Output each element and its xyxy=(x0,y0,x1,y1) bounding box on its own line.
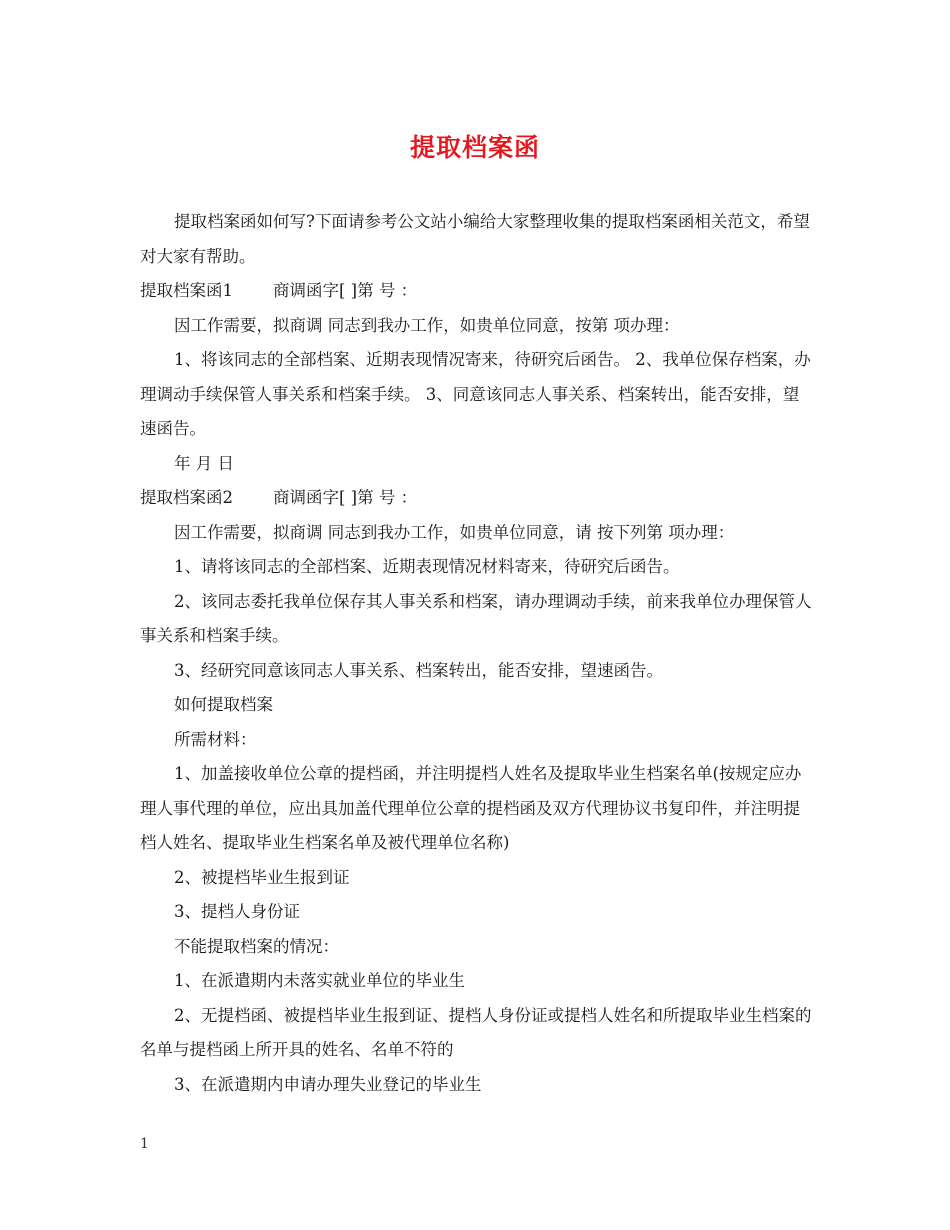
cannot-item-3: 3、在派遣期内申请办理失业登记的毕业生 xyxy=(174,1074,482,1094)
letter2-heading xyxy=(140,481,812,516)
intro-paragraph: 提取档案函如何写?下面请参考公文站小编给大家整理收集的提取档案函相关范文，希望对大家有帮助。 xyxy=(140,212,810,266)
letter1-heading xyxy=(140,274,812,309)
letter2-item-3: 3、经研究同意该同志人事关系、档案转出，能否安排，望速函告。 xyxy=(174,660,663,680)
document-title: 提取档案函 xyxy=(409,133,540,162)
material-item-1: 1、加盖接收单位公章的提档函，并注明提档人姓名及提取毕业生档案名单(按规定应办理人事代理的单位，应出具加盖代理单位公章的提档函及双方代理协议书复印件，并注明提档人姓名、提取毕业生档案名单及被代理单位名称) xyxy=(140,764,802,852)
cannot-item-2: 2、无提档函、被提档毕业生报到证、提档人身份证或提档人姓名和所提取毕业生档案的名单与提档函上所开具的姓名、名单不符的 xyxy=(140,1005,812,1059)
letter2-heading-ref: 商调函字[ ]第 号 ： xyxy=(273,488,418,507)
letter1-items: 1、将该同志的全部档案、近期表现情况寄来，待研究后函告。 2、我单位保存档案，办理调动手续保管人事关系和档案手续。 3、同意该同志人事关系、档案转出，能否安排，望速函告。 xyxy=(140,350,811,438)
material-item-2: 2、被提档毕业生报到证 xyxy=(174,867,350,887)
materials-heading: 所需材料： xyxy=(174,729,257,749)
letter2-paragraph: 因工作需要，拟商调 同志到我办工作，如贵单位同意，请 按下列第 项办理： xyxy=(174,522,735,542)
letter2-item-2: 2、该同志委托我单位保存其人事关系和档案，请办理调动手续，前来我单位办理保管人事关系和档案手续。 xyxy=(140,591,812,645)
document-body xyxy=(140,205,812,1102)
letter1-paragraph: 因工作需要，拟商调 同志到我办工作，如贵单位同意，按第 项办理： xyxy=(174,315,680,335)
cannot-heading: 不能提取档案的情况： xyxy=(174,936,339,956)
letter2-heading-name: 提取档案函2 xyxy=(140,488,233,507)
material-item-3: 3、提档人身份证 xyxy=(174,902,300,921)
letter2-item-1: 1、请将该同志的全部档案、近期表现情况材料寄来，待研究后函告。 xyxy=(174,557,680,576)
letter1-heading-name: 提取档案函1 xyxy=(140,281,233,300)
page-number: 1 xyxy=(140,1136,149,1152)
cannot-item-1: 1、在派遣期内未落实就业单位的毕业生 xyxy=(174,971,465,990)
howto-heading: 如何提取档案 xyxy=(174,695,273,714)
letter1-heading-ref: 商调函字[ ]第 号 ： xyxy=(273,281,418,300)
letter1-date: 年 月 日 xyxy=(174,453,234,473)
